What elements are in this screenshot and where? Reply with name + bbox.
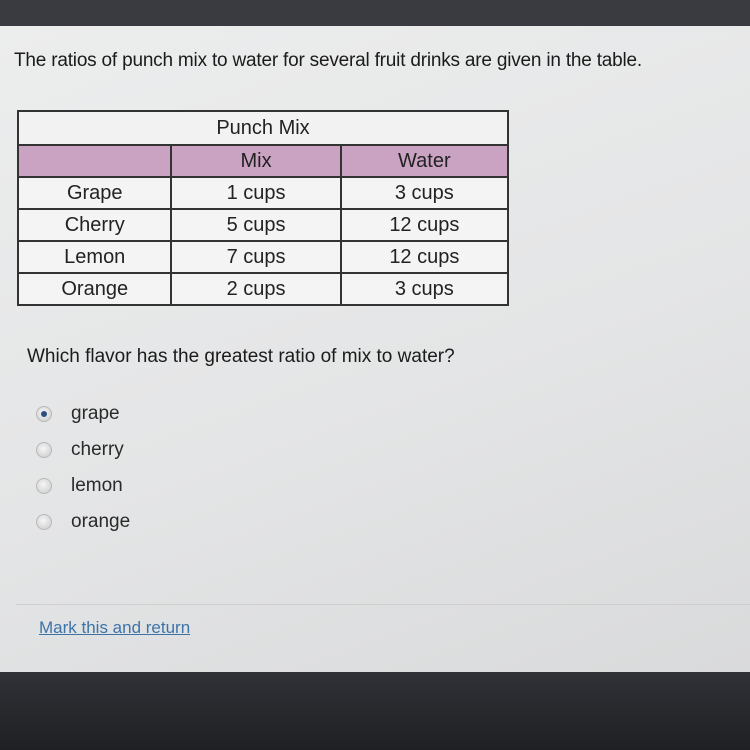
table-title: Punch Mix — [18, 111, 508, 145]
cell-mix: 2 cups — [171, 273, 340, 305]
option-label: grape — [71, 403, 120, 424]
radio-button[interactable] — [36, 442, 52, 458]
table-header-row — [18, 145, 508, 177]
cell-flavor: Orange — [18, 273, 171, 305]
cell-mix: 1 cups — [171, 177, 340, 209]
radio-button-selected[interactable] — [36, 406, 52, 422]
question-text: The ratios of punch mix to water for several fruit drinks are given in the table. — [14, 50, 642, 71]
table-title-row — [18, 111, 508, 145]
prompt-text: Which flavor has the greatest ratio of mix to water? — [27, 346, 455, 367]
header-cell-mix: Mix — [171, 145, 340, 177]
option-label: cherry — [71, 439, 124, 460]
option-cherry[interactable] — [36, 432, 130, 468]
header-cell-water: Water — [341, 145, 508, 177]
punch-mix-table — [17, 110, 509, 306]
table-row — [18, 177, 508, 209]
cell-flavor: Grape — [18, 177, 171, 209]
cell-water: 3 cups — [341, 273, 508, 305]
bottom-bar — [0, 672, 750, 750]
cell-water: 3 cups — [341, 177, 508, 209]
option-orange[interactable] — [36, 504, 130, 540]
cell-mix: 5 cups — [171, 209, 340, 241]
table-row — [18, 209, 508, 241]
option-lemon[interactable] — [36, 468, 130, 504]
header-cell-blank — [18, 145, 171, 177]
table-row — [18, 241, 508, 273]
divider — [16, 604, 750, 605]
cell-flavor: Cherry — [18, 209, 171, 241]
option-label: lemon — [71, 475, 123, 496]
table-row — [18, 273, 508, 305]
answer-options — [36, 396, 130, 540]
cell-flavor: Lemon — [18, 241, 171, 273]
radio-button[interactable] — [36, 478, 52, 494]
radio-button[interactable] — [36, 514, 52, 530]
option-label: orange — [71, 511, 131, 532]
top-bar — [0, 0, 750, 26]
option-grape[interactable] — [36, 396, 130, 432]
cell-water: 12 cups — [341, 209, 508, 241]
mark-and-return-link[interactable]: Mark this and return — [39, 618, 191, 637]
cell-water: 12 cups — [341, 241, 508, 273]
cell-mix: 7 cups — [171, 241, 340, 273]
